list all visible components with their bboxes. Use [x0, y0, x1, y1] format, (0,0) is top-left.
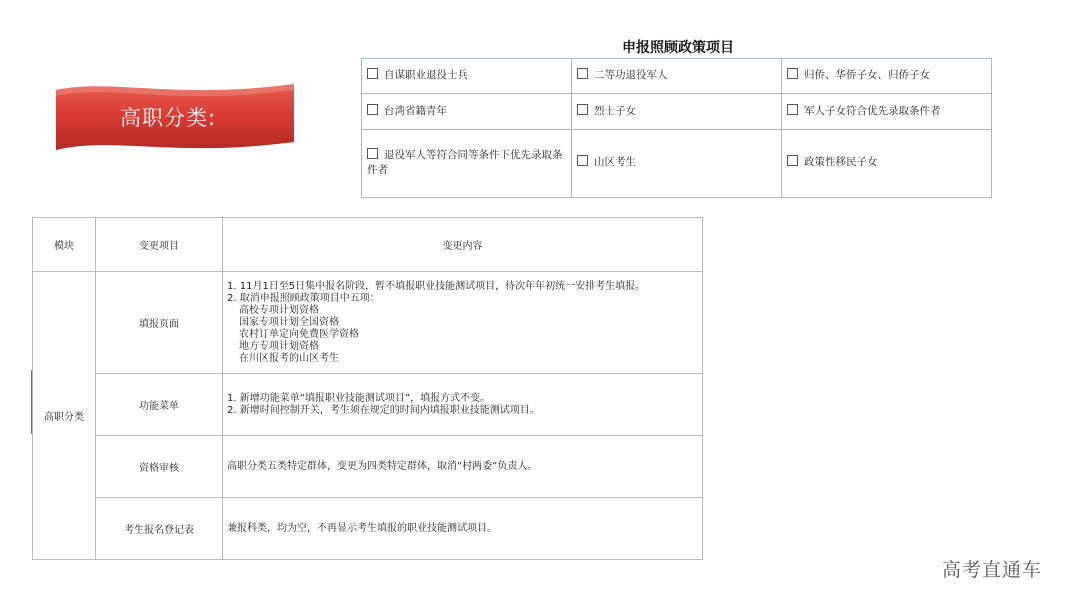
change-item: 填报页面	[96, 272, 223, 374]
policy-option-label: 烈士子女	[594, 104, 636, 117]
policy-option[interactable]	[782, 59, 992, 94]
checkbox-icon[interactable]	[367, 104, 378, 115]
content-line: 1. 11月1日至5日集中报名阶段，暂不填报职业技能测试项目，待次年年初统一安排考生填报。	[227, 280, 646, 292]
brand-watermark: 高考直通车	[942, 559, 1043, 581]
content-line: 国家专项计划全国资格	[239, 316, 339, 328]
checkbox-icon[interactable]	[367, 148, 378, 159]
checkbox-icon[interactable]	[787, 68, 798, 79]
policy-option[interactable]	[782, 94, 992, 129]
module-cell: 高职分类	[33, 272, 96, 560]
content-line: 高职分类五类特定群体，变更为四类特定群体，取消“村两委”负责人。	[227, 460, 538, 472]
policy-option[interactable]	[572, 94, 782, 129]
policy-option-label: 政策性移民子女	[804, 156, 878, 169]
table-row	[33, 498, 703, 560]
table-row	[33, 374, 703, 436]
content-line: 农村订单定向免费医学资格	[239, 328, 359, 340]
content-line: 兼报科类，均为空，不再显示考生填报的职业技能测试项目。	[227, 522, 497, 534]
change-content	[223, 436, 703, 498]
content-line: 1. 新增功能菜单“填报职业技能测试项目”，填报方式不变。	[227, 392, 491, 404]
content-line: 在川区报考的山区考生	[239, 352, 339, 364]
change-item: 考生报名登记表	[96, 498, 223, 560]
changes-table	[32, 217, 703, 560]
change-content	[223, 272, 703, 374]
policy-option-label: 台湾省籍青年	[384, 104, 447, 117]
table-row	[33, 436, 703, 498]
policy-option[interactable]	[782, 129, 992, 197]
checkbox-icon[interactable]	[577, 104, 588, 115]
policy-option[interactable]	[572, 59, 782, 94]
header-content: 变更内容	[223, 218, 703, 272]
checkbox-icon[interactable]	[787, 155, 798, 166]
policy-option-label: 二等功退役军人	[594, 69, 668, 82]
policy-option[interactable]	[362, 59, 572, 94]
content-line: 2. 新增时间控制开关，考生须在规定的时间内填报职业技能测试项目。	[227, 404, 540, 416]
checkbox-icon[interactable]	[367, 68, 378, 79]
header-module: 模块	[33, 218, 96, 272]
change-content	[223, 498, 703, 560]
policy-option-label: 山区考生	[594, 156, 636, 169]
change-content	[223, 374, 703, 436]
policy-row	[362, 59, 992, 94]
content-line: 2. 取消申报照顾政策项目中五项：	[227, 292, 380, 304]
content-line: 高校专项计划资格	[239, 304, 319, 316]
table-header-row	[33, 218, 703, 272]
checkbox-icon[interactable]	[577, 68, 588, 79]
policy-row	[362, 129, 992, 197]
table-row	[33, 272, 703, 374]
banner-label: 高职分类:	[119, 106, 217, 130]
header-item: 变更项目	[96, 218, 223, 272]
checkbox-icon[interactable]	[787, 104, 798, 115]
policy-title: 申报照顾政策项目	[622, 40, 734, 56]
policy-options-table	[361, 58, 992, 198]
change-item: 功能菜单	[96, 374, 223, 436]
policy-option[interactable]	[572, 129, 782, 197]
policy-row	[362, 94, 992, 129]
checkbox-icon[interactable]	[577, 155, 588, 166]
policy-option-label: 退役军人等符合同等条件下优先录取条件者	[367, 148, 563, 177]
policy-option-label: 自谋职业退役士兵	[384, 69, 468, 82]
policy-option-label: 军人子女符合优先录取条件者	[804, 104, 941, 117]
change-item: 资格审核	[96, 436, 223, 498]
content-line: 地方专项计划资格	[239, 340, 319, 352]
category-banner	[52, 80, 296, 156]
policy-option[interactable]	[362, 129, 572, 197]
policy-option[interactable]	[362, 94, 572, 129]
policy-option-label: 归侨、华侨子女、归侨子女	[804, 69, 930, 82]
